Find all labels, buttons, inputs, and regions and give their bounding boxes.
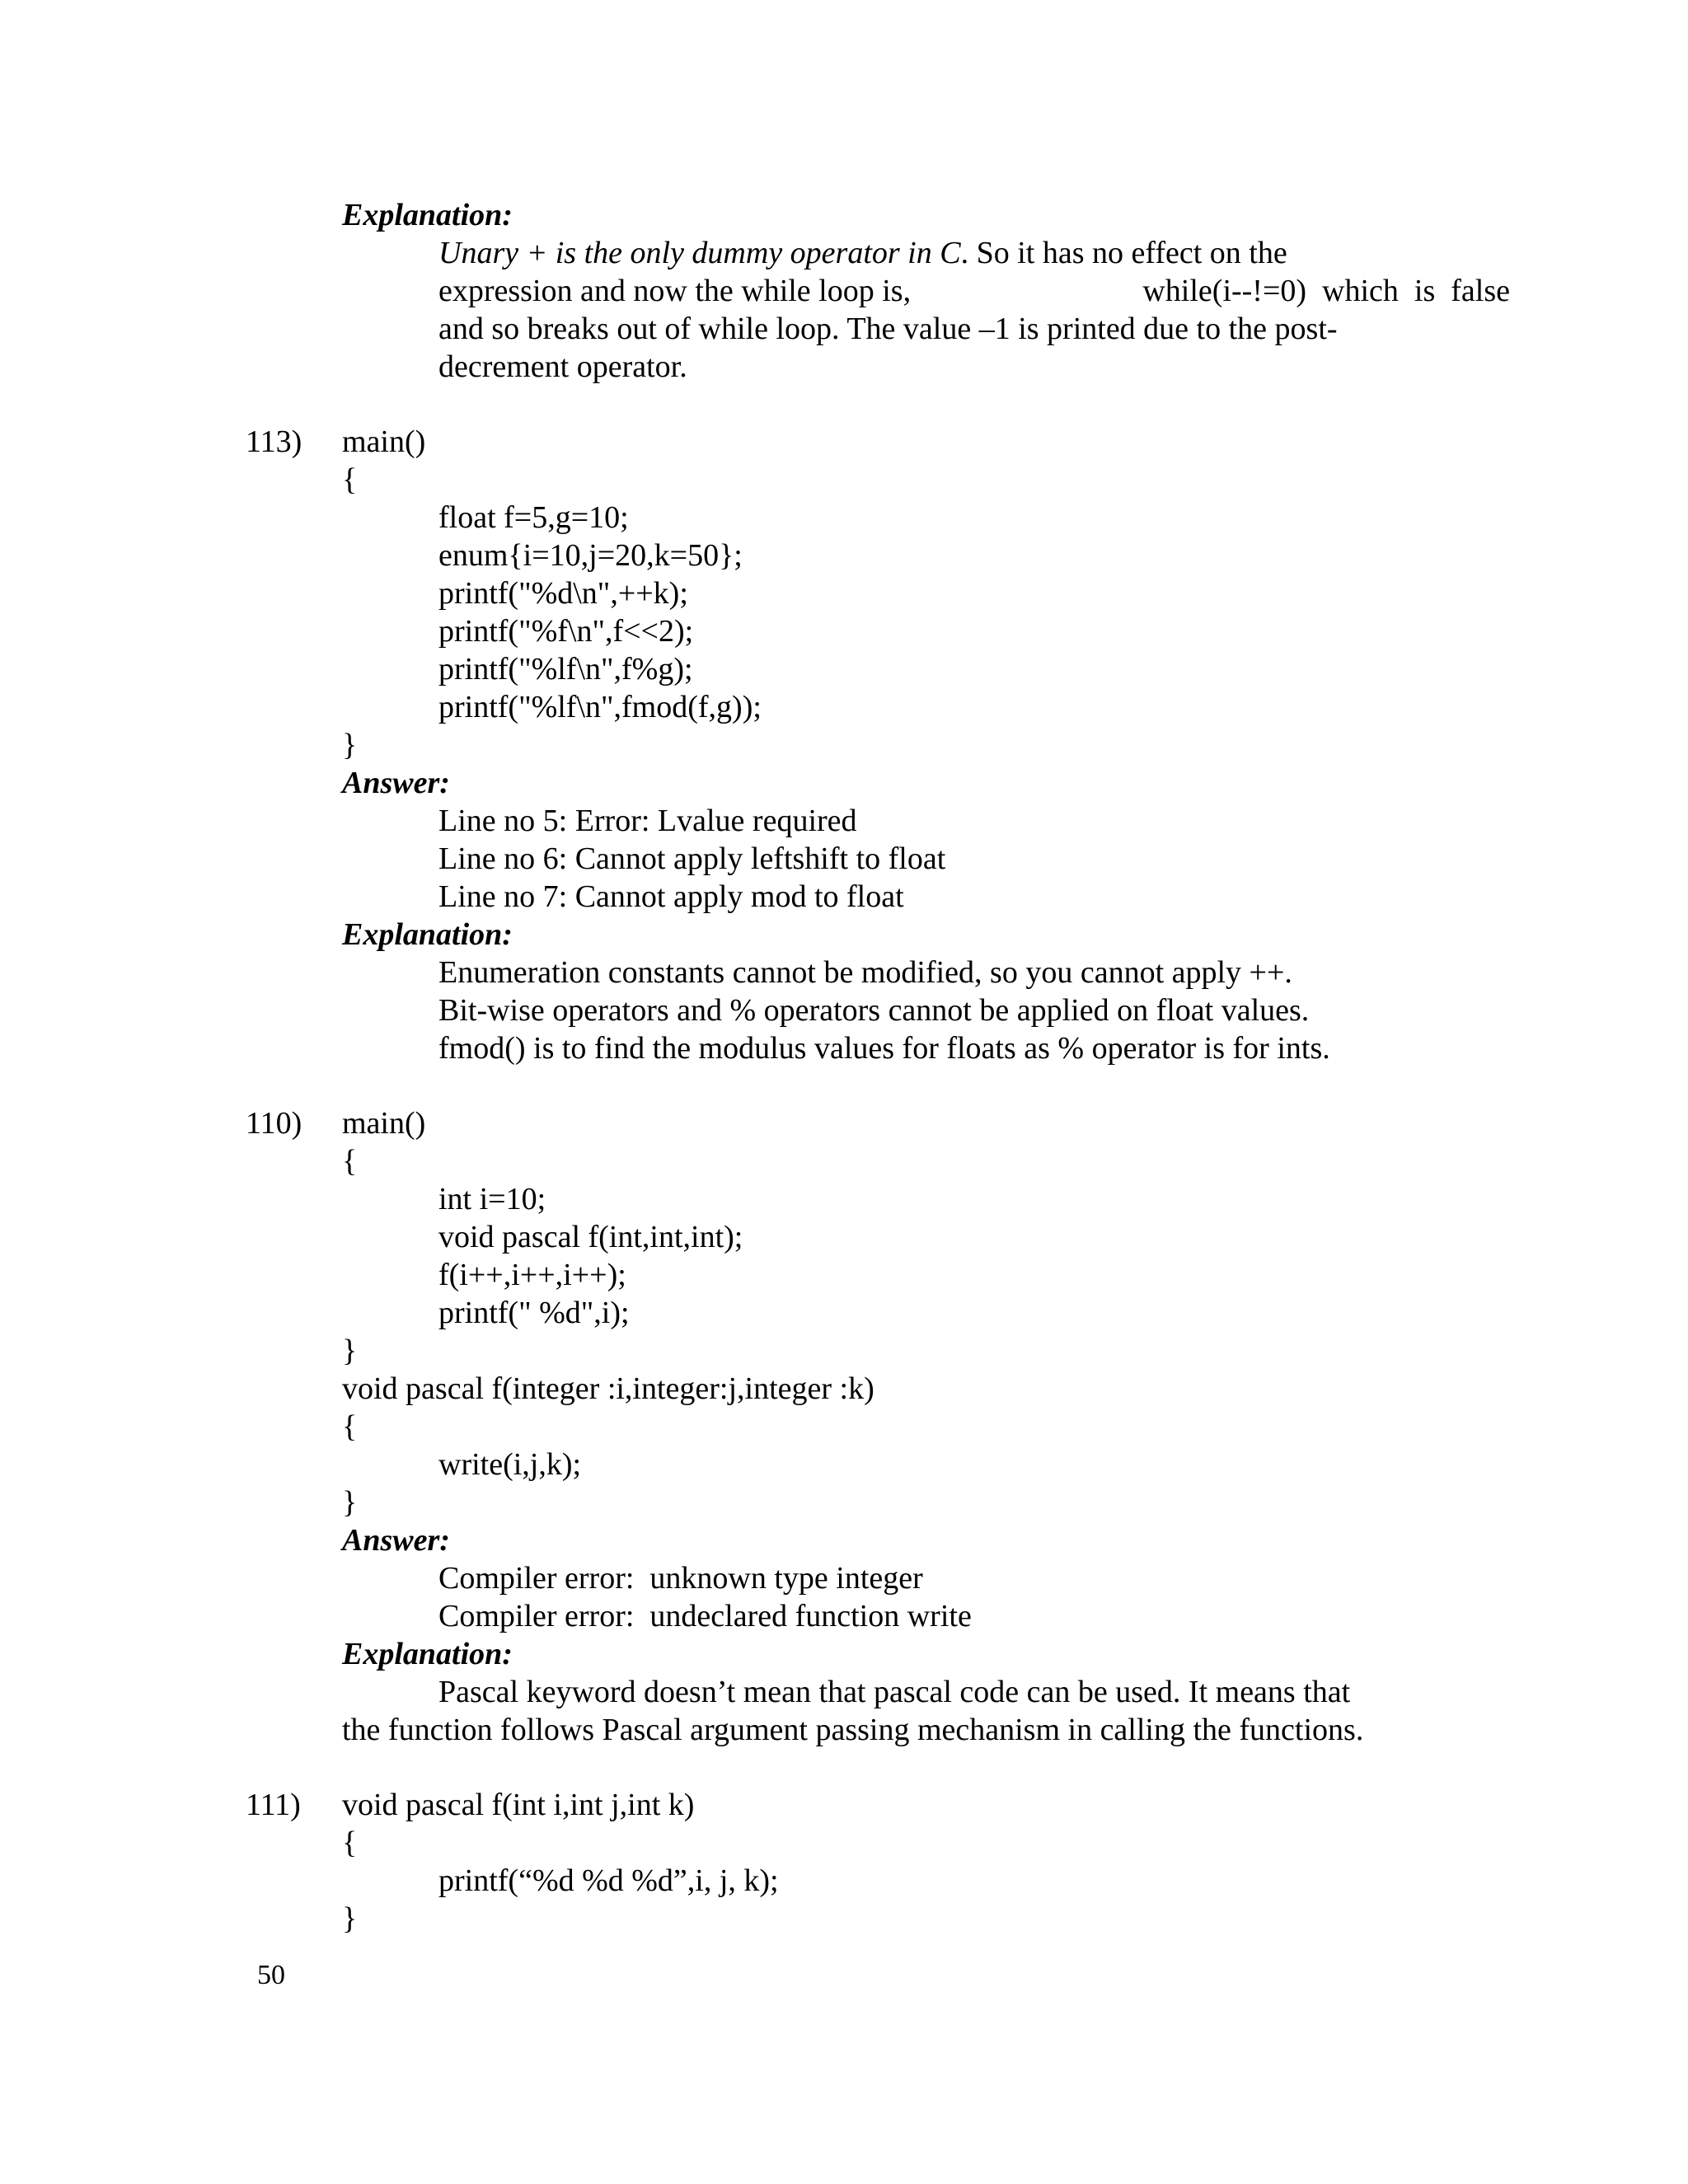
code-line: } [342,1333,358,1368]
page-number: 50 [257,1960,285,1990]
code-line: main() [342,424,426,459]
code-line: float f=5,g=10; [438,500,629,535]
question-number-110: 110) [246,1106,302,1141]
code-line: } [342,1901,358,1936]
answer-line: Line no 7: Cannot apply mod to float [438,879,904,914]
code-line: printf("%lf\n",f%g); [438,652,693,687]
question-number-111: 111) [246,1788,301,1822]
code-line: { [342,1144,358,1179]
answer-line: Line no 6: Cannot apply leftshift to float [438,841,946,876]
explanation-line-2a: expression and now the while loop is, [438,274,912,308]
question-number-113: 113) [246,424,302,459]
answer-heading: Answer: [342,766,450,800]
code-line: write(i,j,k); [438,1447,582,1482]
code-line: } [342,728,358,762]
explanation-line: Bit-wise operators and % operators cannot be applied on float values. [438,993,1310,1028]
code-line: printf(“%d %d %d”,i, j, k); [438,1863,779,1898]
code-line: { [342,462,358,497]
code-line: } [342,1485,358,1520]
code-line: enum{i=10,j=20,k=50}; [438,538,743,573]
explanation-line-4: decrement operator. [438,349,687,384]
explanation-line: fmod() is to find the modulus values for floats as % operator is for ints. [438,1031,1330,1066]
explanation-line: Enumeration constants cannot be modified, so you cannot apply ++. [438,955,1292,990]
code-line: void pascal f(int,int,int); [438,1220,743,1254]
code-line: void pascal f(int i,int j,int k) [342,1788,695,1822]
code-line: main() [342,1106,426,1141]
explanation-line-1-text [438,234,1287,272]
code-line: printf("%f\n",f<<2); [438,614,694,649]
explanation-line-2 [438,272,1510,310]
explanation-line-3: and so breaks out of while loop. The value –1 is printed due to the post- [438,312,1338,346]
answer-line: Compiler error: unknown type integer [438,1561,923,1596]
explanation-line: the function follows Pascal argument passing mechanism in calling the functions. [342,1713,1364,1747]
code-line: int i=10; [438,1182,546,1216]
explanation-heading: Explanation: [342,1637,513,1671]
explanation-line: Pascal keyword doesn’t mean that pascal code can be used. It means that [438,1675,1351,1709]
code-line: { [342,1825,358,1860]
explanation-heading: Explanation: [342,198,513,232]
explanation-heading: Explanation: [342,917,513,952]
explanation-line-1-rest: . So it has no effect on the [960,236,1287,270]
code-line: printf(" %d",i); [438,1296,630,1330]
code-line: printf("%lf\n",fmod(f,g)); [438,690,762,724]
explanation-line-1 [438,234,1510,272]
code-line: printf("%d\n",++k); [438,576,688,611]
answer-line: Line no 5: Error: Lvalue required [438,804,857,838]
code-line: f(i++,i++,i++); [438,1258,626,1292]
explanation-line-2b: while(i--!=0) which is false [1142,274,1510,308]
explanation-line-1-italic: Unary + is the only dummy operator in C [438,236,961,270]
answer-heading: Answer: [342,1523,450,1558]
answer-line: Compiler error: undeclared function write [438,1599,972,1633]
code-line: { [342,1409,358,1444]
code-line: void pascal f(integer :i,integer:j,integer :k) [342,1371,874,1406]
